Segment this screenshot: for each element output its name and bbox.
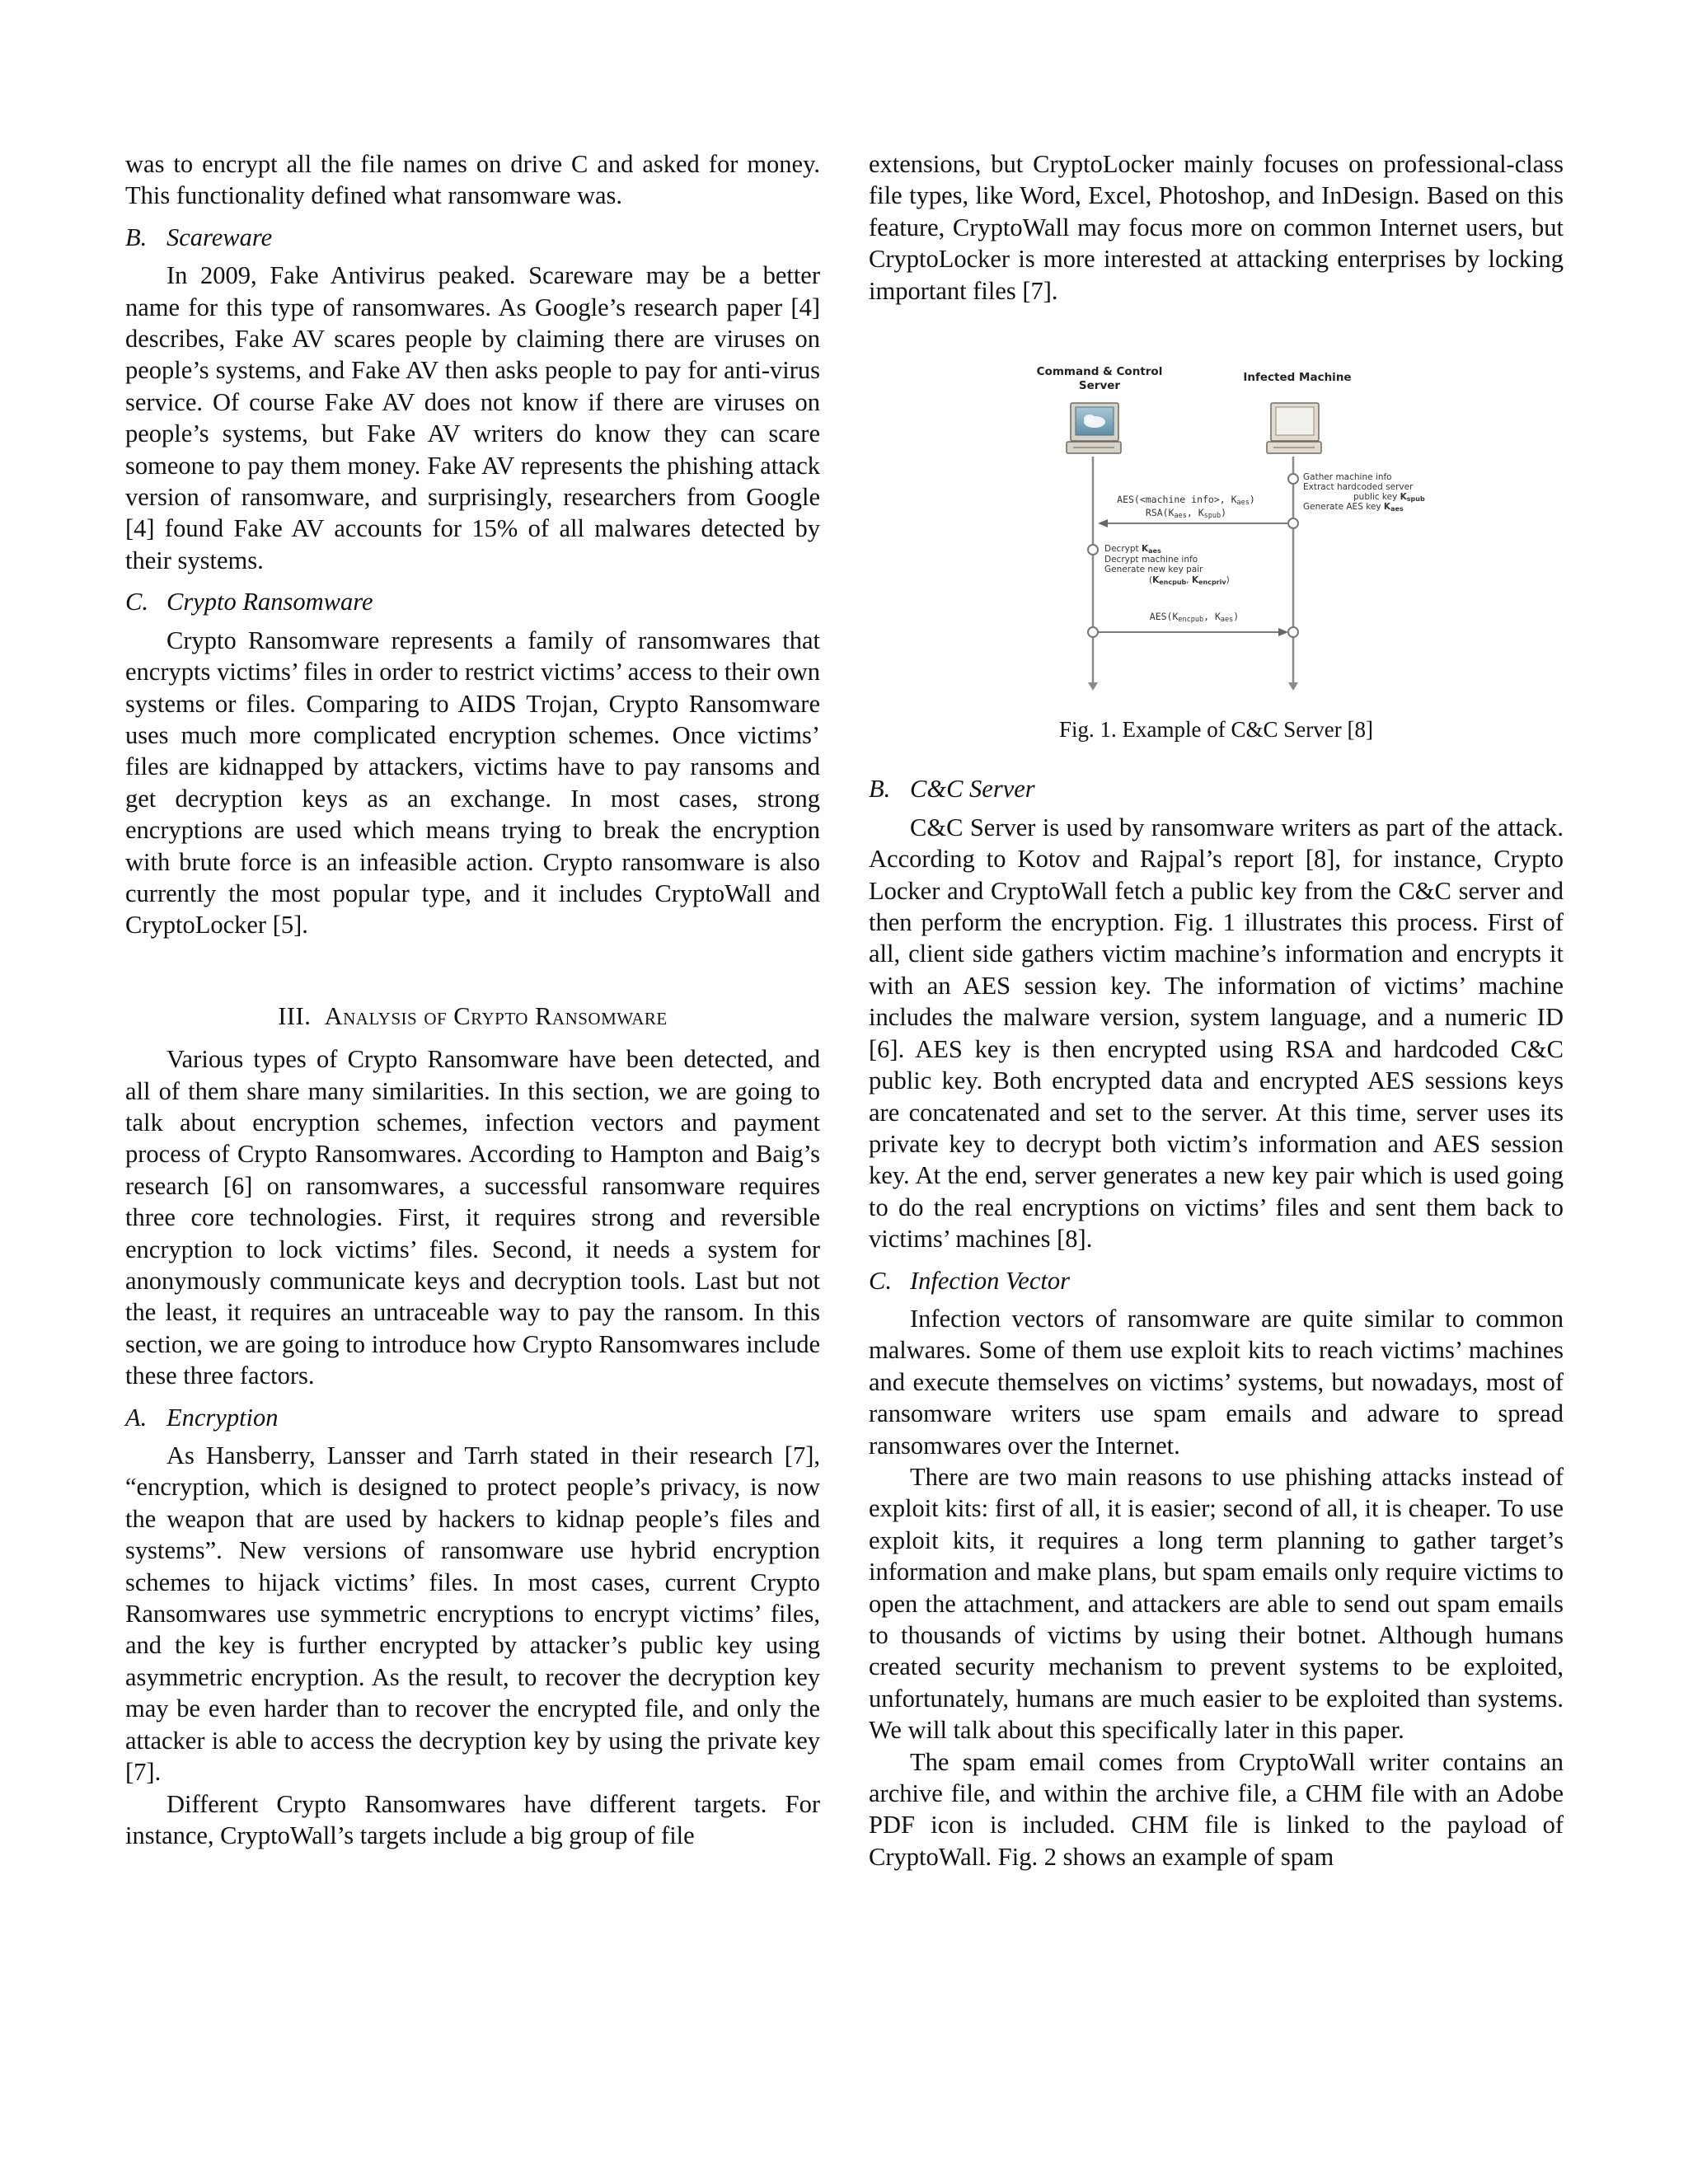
message-2-arrowhead — [1278, 628, 1288, 636]
subsection-heading-scareware — [125, 222, 820, 253]
paragraph: In 2009, Fake Antivirus peaked. Scareware may be a better name for this type of ransomwares. As Google’s research paper [4] describes, Fake AV scares people by claiming there are viruses on people’s systems, and Fake AV then asks people to pay for anti-virus service. Of course Fake AV does not know if there are viruses on people’s systems, but Fake AV writers do know they can scare someone to pay them money. Fake AV represents the phishing attack version of ransomware, and surprisingly, researchers from Google [4] found Fake AV accounts for 15% of all malwares detected by their systems. — [125, 261, 820, 574]
client-title: Infected Machine — [1243, 371, 1352, 385]
subsection-title: Encryption — [166, 1403, 279, 1432]
client-step-text: Generate AES key Kaes — [1303, 502, 1404, 513]
message-1-label: AES(<machine info>, Kaes) — [1117, 494, 1255, 508]
section-heading-analysis — [125, 1001, 820, 1032]
client-step-text: Gather machine info — [1303, 472, 1392, 483]
paragraph: was to encrypt all the file names on drive C and asked for money. This functionality defined what ransomware was. — [125, 150, 820, 210]
subsection-label: B. — [869, 775, 891, 804]
message-2-label: AES(Kencpub, Kaes) — [1149, 611, 1240, 625]
paragraph: Crypto Ransomware represents a family of ransomwares that encrypts victims’ files in order to restrict victims’ access to their own systems or files. Comparing to AIDS Trojan, Crypto Ransomware uses much more complicated encryption schemes. Once victims’ files are kidnapped by attackers, victims have to pay ransoms and get decryption keys as an exchange. In most cases, strong encryptions are used which means trying to break the encryption with brute force is an infeasible action. Crypto ransomware is also currently the most popular type, and it includes CryptoWall and CryptoLocker [5]. — [125, 626, 820, 940]
client-step-node — [1288, 474, 1298, 484]
server-lifeline-arrowhead — [1088, 682, 1098, 691]
paragraph: The spam email comes from CryptoWall writer contains an archive file, and within the archive file, a CHM file with an Adobe PDF icon is included. CHM file is linked to the payload of CryptoWall. Fig. 2 shows an example of spam — [869, 1747, 1564, 1871]
paragraph: Different Crypto Ransomwares have different targets. For instance, CryptoWall’s targets include a big group of file — [125, 1789, 820, 1849]
paragraph: As Hansberry, Lansser and Tarrh stated in their research [7], “encryption, which is designed to protect people’s privacy, is now the weapon that are used by hackers to kidnap people’s files and systems”. New versions of ransomware use hybrid encryption schemes to hijack victims’ files. In most cases, current Crypto Ransomwares use symmetric encryptions to encrypt victims’ files, and the key is further encrypted by attacker’s public key using asymmetric encryption. As the result, to recover the decryption key may be even harder than to recover the encrypted file, and only the attacker is able to access the decryption key by using the private key [7]. — [125, 1441, 820, 1787]
message-1-arrowhead — [1098, 519, 1108, 527]
subsection-title: Scareware — [166, 223, 273, 251]
subsection-heading-infection-vector — [869, 1265, 1564, 1296]
server-step-text: Generate new key pair — [1104, 565, 1203, 575]
server-step-text: Decrypt machine info — [1104, 555, 1198, 565]
client-receive-node — [1288, 627, 1298, 637]
server-step-text: (Kencpub, Kencpriv) — [1149, 575, 1230, 587]
server-computer-icon — [1067, 403, 1121, 453]
client-lifeline-arrowhead — [1288, 682, 1298, 691]
subsection-title: C&C Server — [910, 775, 1035, 804]
subsection-heading-crypto-ransomware — [125, 586, 820, 617]
client-computer-icon — [1267, 403, 1321, 453]
subsection-label: B. — [125, 223, 148, 251]
client-step-text: public key Kspub — [1353, 492, 1425, 504]
subsection-label: C. — [869, 1266, 892, 1295]
subsection-title: Crypto Ransomware — [166, 588, 373, 616]
section-title: Analysis of Crypto Ransomware — [324, 1001, 668, 1030]
message-1-label-line2: RSA(Kaes, Kspub) — [1145, 507, 1227, 521]
subsection-heading-cc-server — [869, 773, 1564, 804]
paragraph: Infection vectors of ransomware are quite similar to common malwares. Some of them use exploit kits to reach victims’ machines and execute themselves on victims’ systems, but nowadays, most of ransomware writers use spam emails and adware to spread ransomwares over the Internet. — [869, 1304, 1564, 1460]
client-step-text: Extract hardcoded server — [1303, 482, 1414, 493]
cc-server-diagram — [869, 356, 1564, 710]
server-title: Command & Control — [1036, 365, 1163, 379]
paragraph: C&C Server is used by ransomware writers as part of the attack. According to Kotov and Rajpal’s report [8], for instance, Crypto Locker and CryptoWall fetch a public key from the C&C server and then perform the encryption. Fig. 1 illustrates this process. First of all, client side gathers victim machine’s information and encrypts it with an AES session key. The information of victims’ machine includes the malware version, system language, and a numeric ID [6]. AES key is then encrypted using RSA and hardcoded C&C public key. Both encrypted data and encrypted AES sessions keys are concatenated and set to the server. At this time, server uses its private key to decrypt both victim’s information and AES session key. At the end, server generates a new key pair which is used going to do the real encryptions on victims’ files and sent them back to victims’ machines [8]. — [869, 813, 1564, 1254]
paragraph: There are two main reasons to use phishing attacks instead of exploit kits: first of all, it is easier; second of all, it is cheaper. To use exploit kits, it requires a long term planning to gather target’s information and make plans, but spam emails only require victims to open the attachment, and attackers are able to send out spam emails to thousands of victims by using their botnet. Although humans created security mechanism to prevent systems to be exploited, unfortunately, humans are much easier to be exploited than systems. We will talk about this specifically later in this paper. — [869, 1462, 1564, 1745]
section-number: III. — [278, 1001, 312, 1030]
server-step-node — [1088, 545, 1098, 555]
subsection-label: C. — [125, 588, 148, 616]
server-step-text: Decrypt Kaes — [1104, 544, 1161, 555]
server-send-node — [1088, 627, 1098, 637]
left-column — [125, 148, 820, 1851]
subsection-heading-encryption — [125, 1402, 820, 1433]
paragraph: Various types of Crypto Ransomware have been detected, and all of them share many similarities. In this section, we are going to talk about encryption schemes, infection vectors and payment process of Crypto Ransomwares. According to Hampton and Baig’s research [6] on ransomwares, a successful ransomware requires three core technologies. First, it requires strong and reversible encryption to lock victims’ files. Second, it needs a system for anonymously communicate keys and decryption tools. Last but not the least, it requires an untraceable way to pay the ransom. In this section, we are going to introduce how Crypto Ransomwares include these three factors. — [125, 1045, 820, 1390]
server-title-line2: Server — [1078, 379, 1121, 393]
subsection-label: A. — [125, 1403, 148, 1432]
right-column — [869, 148, 1564, 1872]
figure-cc-server — [869, 356, 1564, 710]
figure-caption: Fig. 1. Example of C&C Server [8] — [1059, 717, 1373, 743]
subsection-title: Infection Vector — [910, 1266, 1070, 1295]
paragraph: extensions, but CryptoLocker mainly focuses on professional-class file types, like Word, Excel, Photoshop, and InDesign. Based on this feature, CryptoWall may focus more on common Internet users, but CryptoLocker is more interested at attacking enterprises by locking important files [7]. — [869, 150, 1564, 305]
client-send-node — [1288, 518, 1298, 528]
